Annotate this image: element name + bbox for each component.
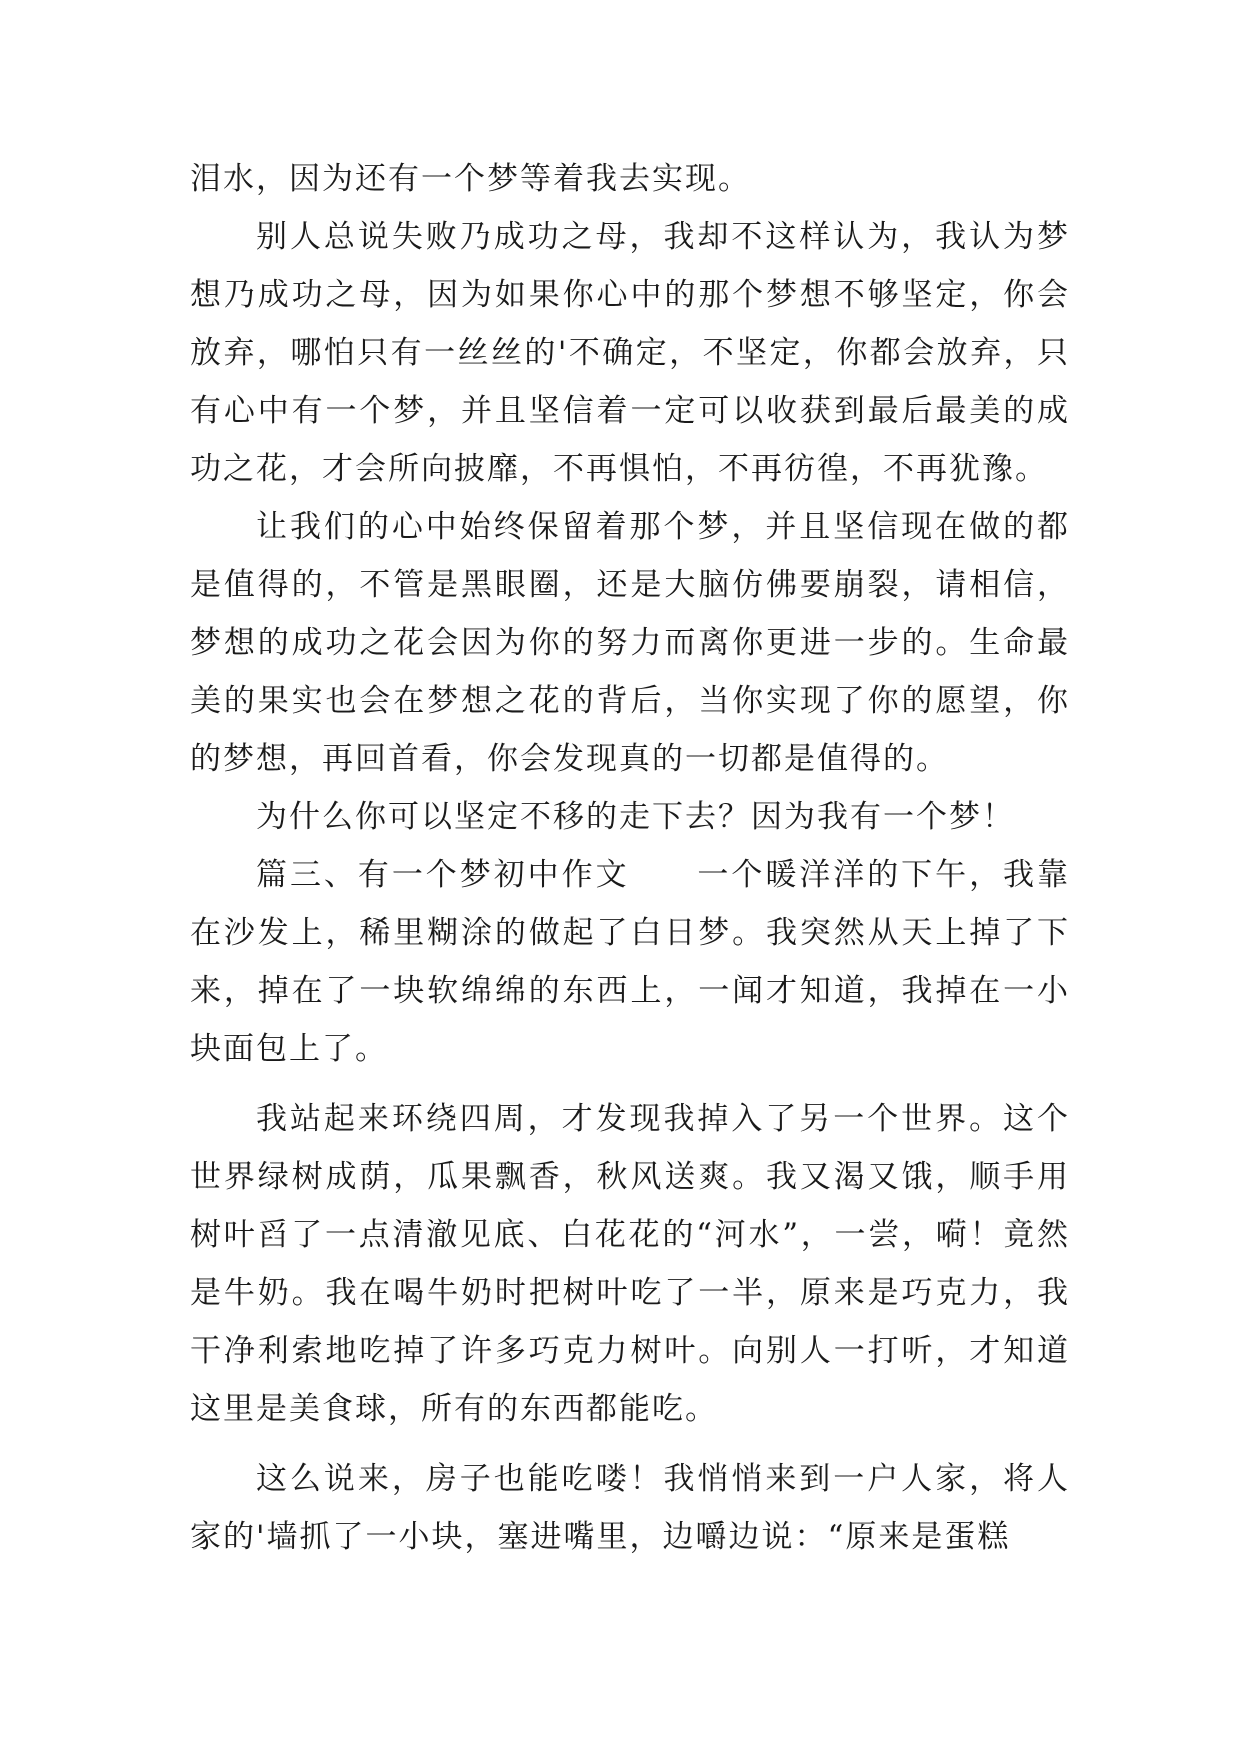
paragraph-5: 篇三、有一个梦初中作文 一个暖洋洋的下午，我靠在沙发上，稀里糊涂的做起了白日梦。我突然从天上掉了下来，掉在了一块软绵绵的东西上，一闻才知道，我掉在一小块面包上了。 (190, 857, 1070, 1067)
paragraph-7: 这么说来，房子也能吃喽！我悄悄来到一户人家，将人家的'墙抓了一小块，塞进嘴里，边嚼边说：“原来是蛋糕 (190, 1461, 1070, 1555)
paragraph-1: 泪水，因为还有一个梦等着我去实现。 (190, 161, 751, 197)
paragraph-6: 我站起来环绕四周，才发现我掉入了另一个世界。这个世界绿树成荫，瓜果飘香，秋风送爽。我又渴又饿，顺手用树叶舀了一点清澈见底、白花花的“河水”，一尝，嗬！竟然是牛奶。我在喝牛奶时把树叶吃了一半，原来是巧克力，我干净利索地吃掉了许多巧克力树叶。向别人一打听，才知道这里是美食球，所有的东西都能吃。 (190, 1101, 1070, 1427)
paragraph-3: 让我们的心中始终保留着那个梦，并且坚信现在做的都是值得的，不管是黑眼圈，还是大脑仿佛要崩裂，请相信，梦想的成功之花会因为你的努力而离你更进一步的。生命最美的果实也会在梦想之花的背后，当你实现了你的愿望，你的梦想，再回首看，你会发现真的一切都是值得的。 (190, 509, 1070, 777)
paragraph-2: 别人总说失败乃成功之母，我却不这样认为，我认为梦想乃成功之母，因为如果你心中的那个梦想不够坚定，你会放弃，哪怕只有一丝丝的'不确定，不坚定，你都会放弃，只有心中有一个梦，并且坚信着一定可以收获到最后最美的成功之花，才会所向披靡，不再惧怕，不再彷徨，不再犹豫。 (190, 219, 1070, 487)
paragraph-4: 为什么你可以坚定不移的走下去？因为我有一个梦！ (256, 799, 1015, 835)
document-body (190, 150, 1070, 1566)
